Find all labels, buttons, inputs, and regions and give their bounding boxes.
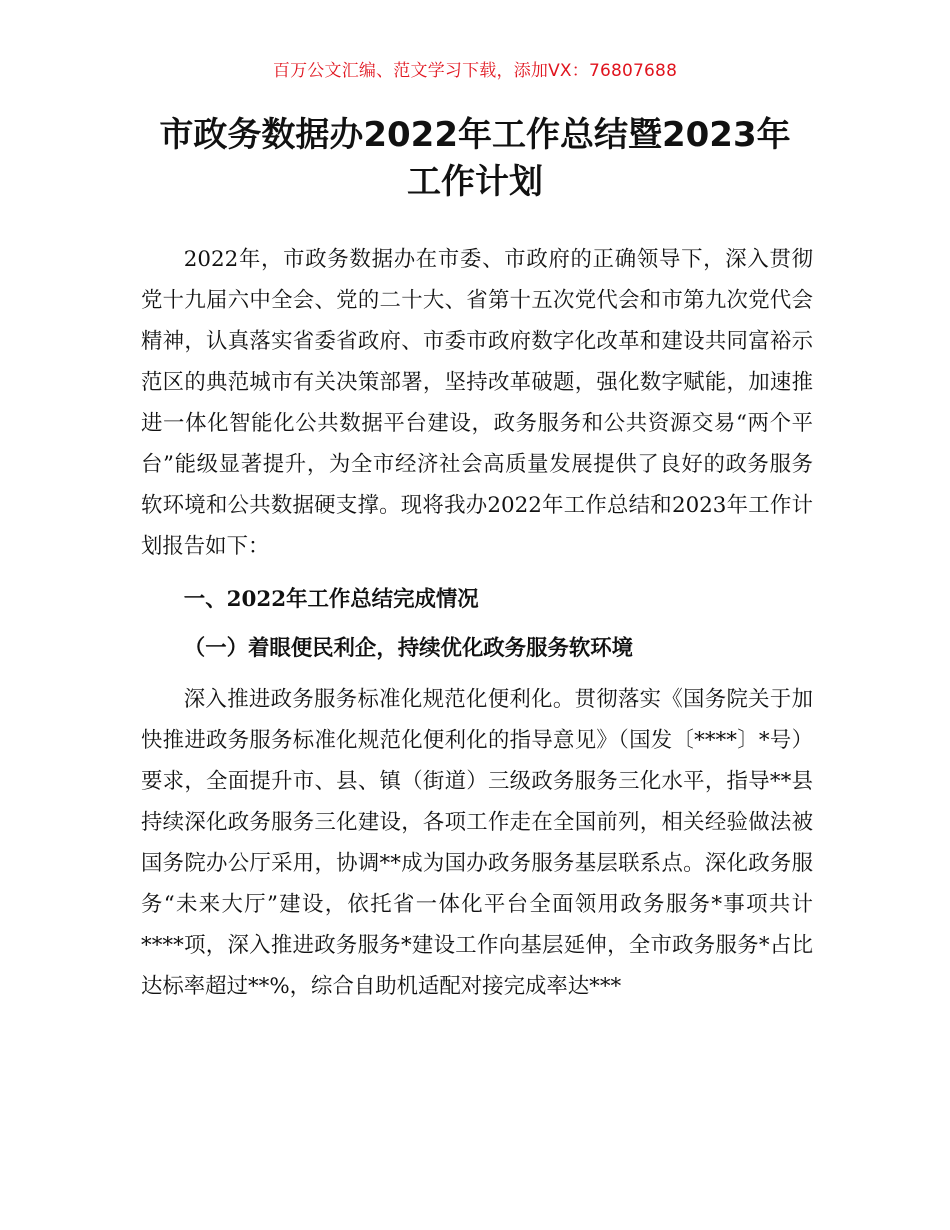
title-line-1: 市政务数据办2022年工作总结暨2023年 [159, 115, 791, 155]
document-body [141, 239, 813, 1007]
section-heading: 一、2022年工作总结完成情况 [183, 587, 479, 612]
title-line-2: 工作计划 [407, 162, 543, 202]
watermark-header: 百万公文汇编、范文学习下载，添加VX：76807688 [272, 61, 678, 81]
intro-paragraph: 2022年，市政务数据办在市委、市政府的正确领导下，深入贯彻党十九届六中全会、党的二十大、省第十五次党代会和市第九次党代会精神，认真落实省委省政府、市委市政府数字化改革和建设共同富裕示范区的典范城市有关决策部署，坚持改革破题，强化数字赋能，加速推进一体化智能化公共数据平台建设，政务服务和公共资源交易“两个平台”能级显著提升，为全市经济社会高质量发展提供了良好的政务服务软环境和公共数据硬支撑。现将我办2022年工作总结和2023年工作计划报告如下： [141, 247, 813, 559]
document-title [110, 112, 840, 206]
body-paragraph: 深入推进政务服务标准化规范化便利化。贯彻落实《国务院关于加快推进政务服务标准化规范化便利化的指导意见》（国发〔****〕*号）要求，全面提升市、县、镇（街道）三级政务服务三化水平，指导**县持续深化政务服务三化建设，各项工作走在全国前列，相关经验做法被国务院办公厅采用，协调**成为国办政务服务基层联系点。深化政务服务“未来大厅”建设，依托省一体化平台全面领用政务服务*事项共计****项，深入推进政务服务*建设工作向基层延伸，全市政务服务*占比达标率超过**%，综合自助机适配对接完成率达*** [141, 687, 813, 999]
subsection-heading: （一）着眼便民利企，持续优化政务服务软环境 [183, 636, 634, 661]
